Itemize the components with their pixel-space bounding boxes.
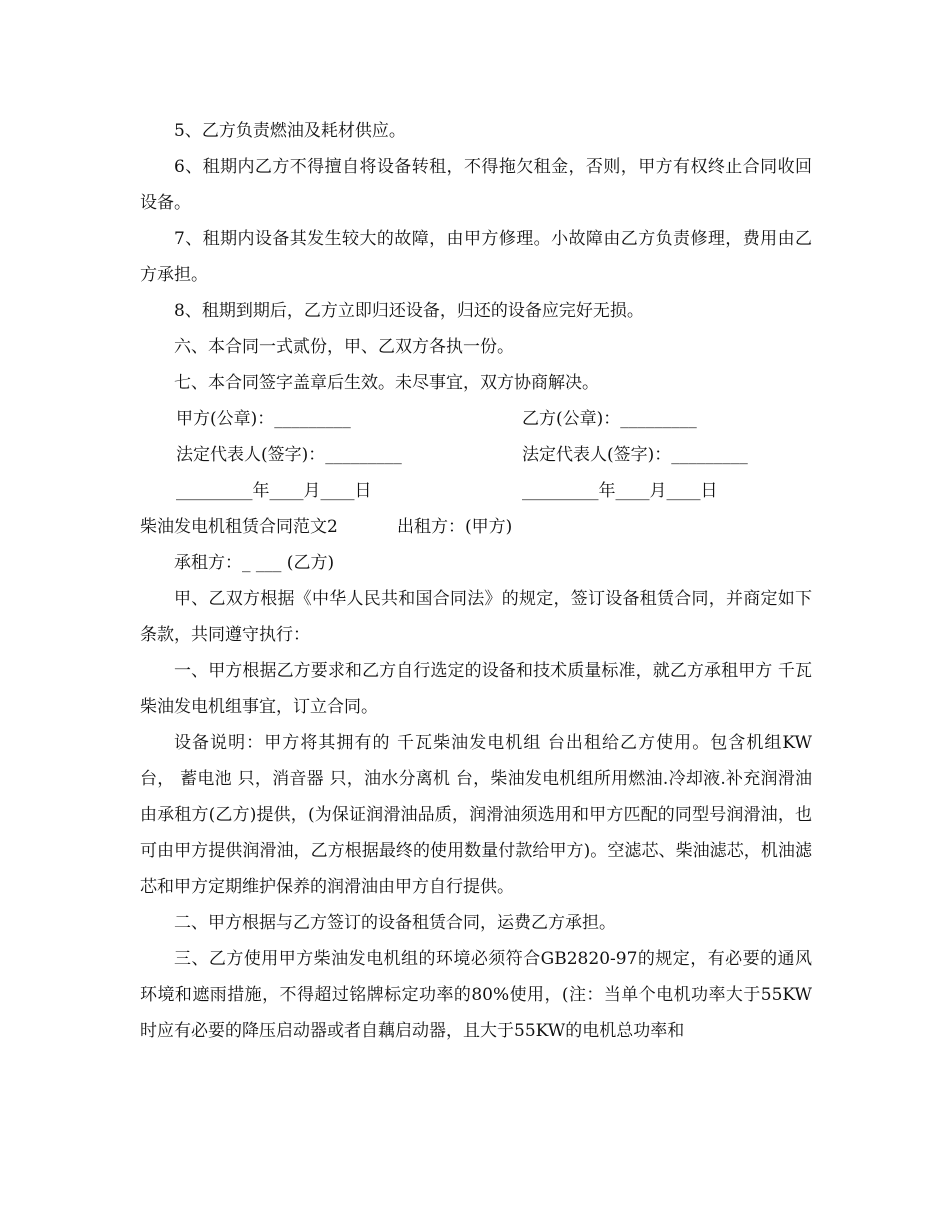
party-b-seal-field: 乙方(公章)：_________: [522, 409, 697, 429]
party-a-date-field: _________年____月____日: [176, 481, 372, 501]
article-1: 一、甲方根据乙方要求和乙方自行选定的设备和技术质量标准，就乙方承租甲方 千瓦柴油发电机组事宜，订立合同。: [140, 661, 812, 717]
signature-representative-row: [140, 437, 812, 473]
party-a-representative-field: 法定代表人(签字)：_________: [176, 445, 402, 465]
article-2: 二、甲方根据与乙方签订的设备租赁合同，运费乙方承担。: [174, 913, 616, 933]
signature-seal-row: [140, 401, 812, 437]
article-7: 七、本合同签字盖章后生效。未尽事宜，双方协商解决。: [174, 373, 599, 393]
article-6: 六、本合同一式贰份，甲、乙双方各执一份。: [174, 337, 514, 357]
lessee-label: 承租方：_ ___ (乙方): [174, 553, 335, 573]
clause-6: 6、租期内乙方不得擅自将设备转租，不得拖欠租金，否则，甲方有权终止合同收回设备。: [140, 157, 812, 213]
lessor-label: 出租方：(甲方): [397, 517, 513, 537]
party-a-seal-field: 甲方(公章)：_________: [176, 409, 351, 429]
signature-date-row: [140, 473, 812, 509]
clause-5: 5、乙方负责燃油及耗材供应。: [174, 121, 406, 141]
party-b-date-field: _________年____月____日: [522, 481, 718, 501]
document-body: [140, 113, 812, 1049]
preamble-paragraph: 甲、乙双方根据《中华人民共和国合同法》的规定，签订设备租赁合同，并商定如下条款，共同遵守执行：: [140, 589, 812, 645]
clause-7: 7、租期内设备其发生较大的故障，由甲方修理。小故障由乙方负责修理，费用由乙方承担。: [140, 229, 812, 285]
equipment-description: 设备说明：甲方将其拥有的 千瓦柴油发电机组 台出租给乙方使用。包含机组KW 台， 蓄电池 只，消音器 只，油水分离机 台，柴油发电机组所用燃油.冷却液.补充润滑油由承租方(乙方)提供，(为保证润滑油品质，润滑油须选用和甲方匹配的同型号润滑油，也可由甲方提供润滑油，乙方根据最终的使用数量付款给甲方)。空滤芯、柴油滤芯，机油滤芯和甲方定期维护保养的润滑油由甲方自行提供。: [140, 733, 812, 897]
article-3: 三、乙方使用甲方柴油发电机组的环境必须符合GB2820-97的规定，有必要的通风环境和遮雨措施，不得超过铭牌标定功率的80%使用，(注：当单个电机功率大于55KW时应有必要的降压启动器或者自藕启动器，且大于55KW的电机总功率和: [140, 949, 812, 1041]
second-contract-title: 柴油发电机租赁合同范文2: [140, 517, 338, 537]
party-b-representative-field: 法定代表人(签字)：_________: [522, 445, 748, 465]
second-contract-heading: [140, 509, 812, 545]
clause-8: 8、租期到期后，乙方立即归还设备，归还的设备应完好无损。: [174, 301, 644, 321]
